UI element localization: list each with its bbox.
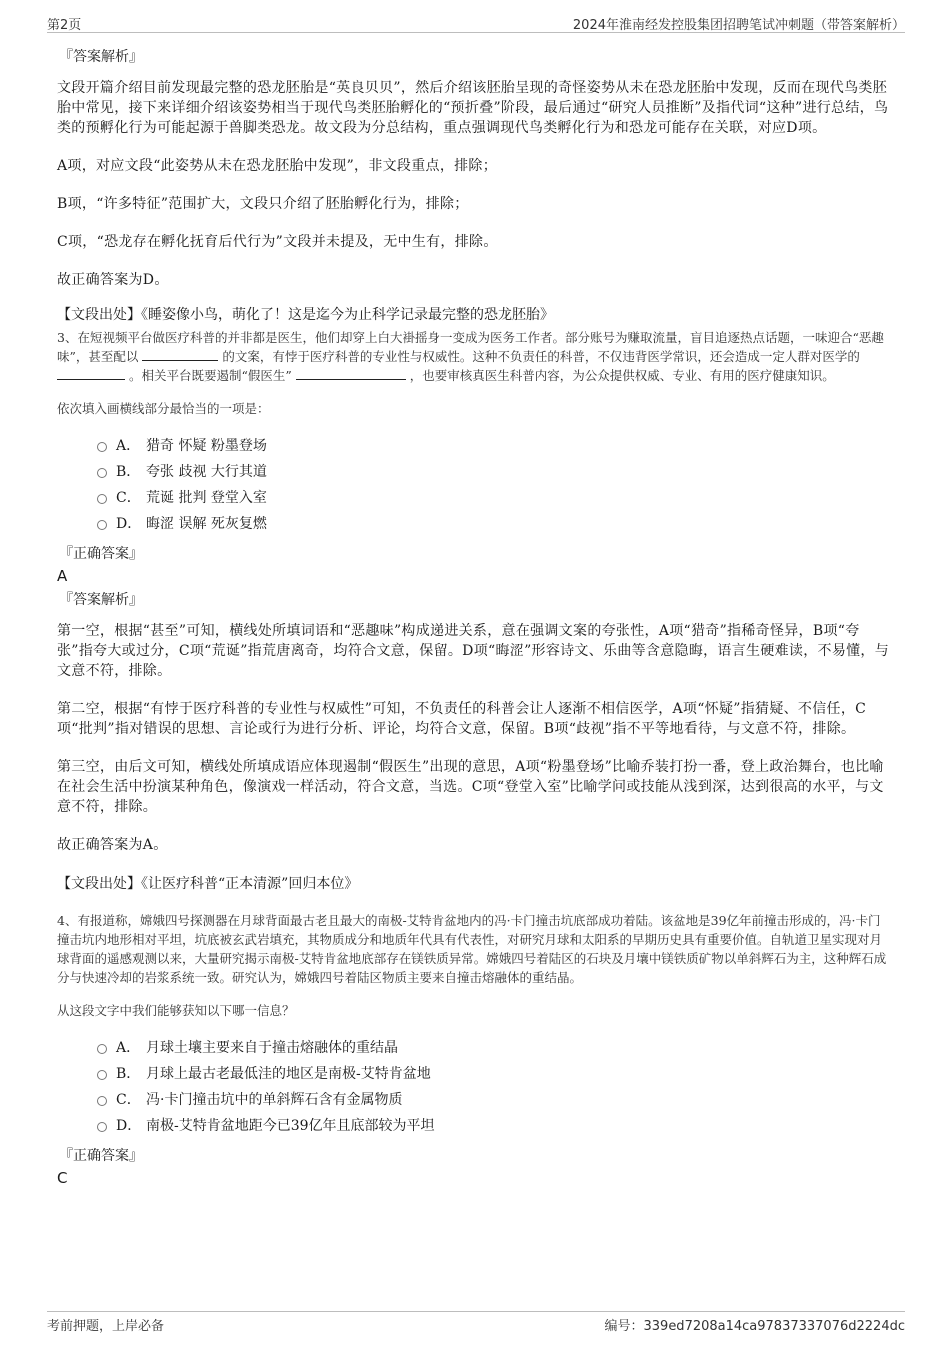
option-letter: A． [116,438,141,454]
radio-icon[interactable] [97,442,107,452]
radio-icon[interactable] [97,1044,107,1054]
q3-analysis-blank-1: 第一空，根据“甚至”可知，横线处所填词语和“恶趣味”构成递进关系，意在强调文案的夸张性，A项“猎奇”指稀奇怪异，B项“夸张”指夸大或过分，C项“荒诞”指荒唐离奇，均符合文意，保留。D项“晦涩”形容诗文、乐曲等含意隐晦，语言生硬难读，不易懂，与文意不符，排除。 [57,623,890,679]
q3-text-part4: ，也要审核真医生科普内容，为公众提供权威、专业、有用的医疗健康知识。 [409,368,835,383]
q4-question-text: 4、有报道称，嫦娥四号探测器在月球背面最古老且最大的南极-艾特肯盆地内的冯·卡门撞击坑底部成功着陆。该盆地是39亿年前撞击形成的，冯·卡门撞击坑内地形相对平坦，坑底被玄武岩填充，其物质成分和地质年代具有代表性，对研究月球和太阳系的早期历史具有重要价值。自轨道卫星实现对月球背面的遥感观测以来，大量研究揭示南极-艾特肯盆地底部存在镁铁质异常。嫦娥四号着陆区的石块及月壤中镁铁质矿物以单斜辉石为主，这种辉石成分与快速冷却的岩浆系统一致。研究认为，嫦娥四号着陆区物质主要来自撞击熔融体的重结晶。 [57,913,887,985]
q3-source: 【文段出处】《让医疗科普“正本清源”回归本位》 [57,876,359,892]
q2-analysis-option-b: B项，“许多特征”范围扩大，文段只介绍了胚胎孵化行为，排除； [57,196,469,212]
q3-answer: A [57,567,68,585]
q3-blank-2 [57,366,125,380]
option-letter: D． [116,1118,142,1134]
option-text: 荒诞 批判 登堂入室 [146,490,267,506]
document-id: 编号：339ed7208a14ca97837337076d2224dc [604,1319,905,1334]
page-footer [47,1311,905,1334]
q2-source: 【文段出处】《睡姿像小鸟，萌化了！这是迄今为止科学记录最完整的恐龙胚胎》 [57,307,554,323]
option-letter: D． [116,516,142,532]
option-text: 月球土壤主要来自于撞击熔融体的重结晶 [146,1040,398,1056]
option-text: 冯·卡门撞击坑中的单斜辉石含有金属物质 [146,1092,403,1108]
q4-option-d[interactable] [97,1113,893,1139]
q4-option-c[interactable] [97,1087,893,1113]
q4-answer-label: 『正确答案』 [59,1148,143,1164]
q2-analysis-option-a: A项，对应文段“此姿势从未在恐龙胚胎中发现”，非文段重点，排除； [57,158,498,174]
q3-blank-1 [142,347,218,361]
radio-icon[interactable] [97,1122,107,1132]
q3-option-a[interactable] [97,433,893,459]
q3-answer-label: 『正确答案』 [59,546,143,562]
q3-options [97,433,893,537]
option-letter: B． [116,464,141,480]
q3-option-b[interactable] [97,459,893,485]
option-text: 晦涩 误解 死灰复燃 [146,516,267,532]
radio-icon[interactable] [97,468,107,478]
q3-analysis-label: 『答案解析』 [59,592,143,608]
page-number: 第2页 [47,18,82,33]
q3-text-part3: 。相关平台既要遏制“假医生” [128,368,292,383]
option-letter: C． [116,1092,141,1108]
radio-icon[interactable] [97,1096,107,1106]
q2-analysis-option-c: C项，“恐龙存在孵化抚育后代行为”文段并未提及，无中生有，排除。 [57,234,498,250]
q3-analysis-blank-2: 第二空，根据“有悖于医疗科普的专业性与权威性”可知，不负责任的科普会让人逐渐不相信医学，A项“怀疑”指猜疑、不信任，C项“批判”指对错误的思想、言论或行为进行分析、评论，均符合文意，保留。B项“歧视”指不平等地看待，与文意不符，排除。 [57,701,867,737]
radio-icon[interactable] [97,1070,107,1080]
q2-conclusion: 故正确答案为D。 [57,272,169,288]
q4-options [97,1035,893,1139]
footer-slogan: 考前押题，上岸必备 [47,1319,165,1334]
option-letter: A． [116,1040,141,1056]
q2-analysis-label: 『答案解析』 [59,49,143,65]
q3-text-part2: 的文案，有悖于医疗科普的专业性与权威性。这种不负责任的科普，不仅违背医学常识，还会造成一定人群对医学的 [222,349,860,364]
document-title: 2024年淮南经发控股集团招聘笔试冲刺题（带答案解析） [572,18,905,33]
q3-blank-3 [296,366,406,380]
radio-icon[interactable] [97,520,107,530]
q4-option-a[interactable] [97,1035,893,1061]
page-header [47,12,905,33]
q4-prompt: 从这段文字中我们能够获知以下哪一信息？ [57,1003,295,1018]
option-text: 南极-艾特肯盆地距今已39亿年且底部较为平坦 [146,1118,435,1134]
q3-prompt: 依次填入画横线部分最恰当的一项是： [57,401,270,416]
q3-option-d[interactable] [97,511,893,537]
q3-question-text [57,328,893,385]
option-text: 月球上最古老最低洼的地区是南极-艾特肯盆地 [146,1066,431,1082]
q2-analysis-paragraph: 文段开篇介绍目前发现最完整的恐龙胚胎是“英良贝贝”，然后介绍该胚胎呈现的奇怪姿势从未在恐龙胚胎中发现，反而在现代鸟类胚胎中常见，接下来详细介绍该姿势相当于现代鸟类胚胎孵化的“预折叠”阶段，最后通过“研究人员推断”及指代词“这种”进行总结，鸟类的预孵化行为可能起源于兽脚类恐龙。故文段为分总结构，重点强调现代鸟类孵化行为和恐龙可能存在关联，对应D项。 [57,80,889,136]
q4-answer: C [57,1169,68,1187]
q3-conclusion: 故正确答案为A。 [57,837,168,853]
q3-analysis-blank-3: 第三空，由后文可知，横线处所填成语应体现遏制“假医生”出现的意思，A项“粉墨登场”比喻乔装打扮一番，登上政治舞台，也比喻在社会生活中扮演某种角色，像演戏一样活动，符合文意，当选。C项“登堂入室”比喻学问或技能从浅到深，达到很高的水平，与文意不符，排除。 [57,759,884,815]
option-letter: B． [116,1066,141,1082]
q3-text-part1: 3、在短视频平台做医疗科普的并非都是医生，他们却穿上白大褂摇身一变成为医务工作者。部分账号为赚取流量，盲目追逐热点话题，一味迎合“恶趣味”，甚至配以 [57,330,884,364]
option-text: 猎奇 怀疑 粉墨登场 [146,438,267,454]
q3-option-c[interactable] [97,485,893,511]
option-letter: C． [116,490,141,506]
page-content [57,46,893,1191]
option-text: 夸张 歧视 大行其道 [146,464,267,480]
radio-icon[interactable] [97,494,107,504]
q4-option-b[interactable] [97,1061,893,1087]
